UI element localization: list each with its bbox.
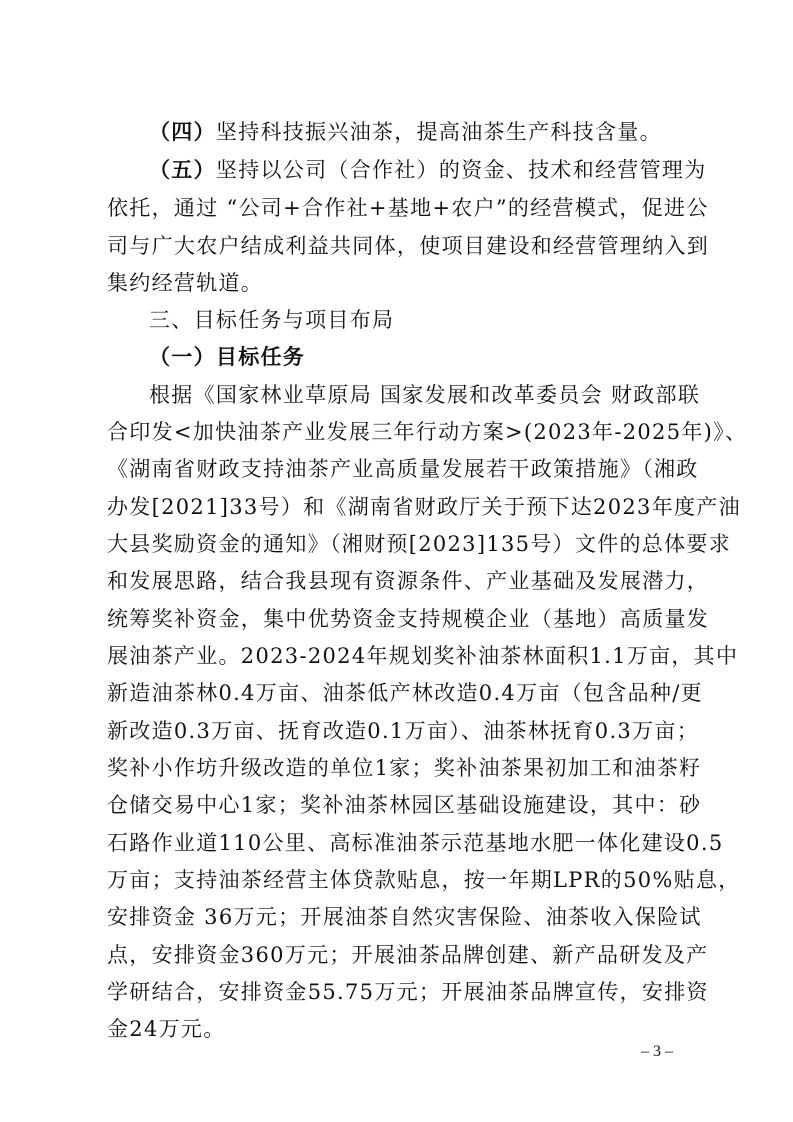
body-line-17: 学研结合，安排资金55.75万元；开展油茶品牌宣传，安排资 — [107, 980, 709, 1004]
paragraph-five-text-1: 坚持以公司（合作社）的资金、技术和经营管理为 — [215, 158, 707, 182]
item-marker-four: （四） — [149, 119, 216, 144]
page-number: – 3 – — [641, 1043, 673, 1060]
body-line-10: 新改造0.3万亩、抚育改造0.1万亩）、油茶林抚育0.3万亩； — [107, 719, 699, 743]
body-line-5: 大县奖励资金的通知》（湘财预[2023]135号）文件的总体要求 — [107, 532, 732, 556]
body-line-16: 点，安排资金360万元；开展油茶品牌创建、新产品研发及产 — [107, 943, 709, 967]
body-line-18: 金24万元。 — [107, 1017, 226, 1041]
item-marker-five: （五） — [149, 157, 216, 182]
body-line-11: 奖补小作坊升级改造的单位1家；奖补油茶果初加工和油茶籽 — [107, 756, 702, 780]
paragraph-four-text: 坚持科技振兴油茶，提高油茶生产科技含量。 — [215, 120, 662, 144]
body-line-13: 石路作业道110公里、高标准油茶示范基地水肥一体化建设0.5 — [107, 831, 724, 855]
paragraph-five-line-3: 司与广大农户结成利益共同体，使项目建设和经营管理纳入到 — [107, 234, 710, 258]
body-line-2: 合印发<加快油茶产业发展三年行动方案>(2023年-2025年)》、 — [107, 420, 748, 444]
body-line-15: 安排资金 36万元；开展油茶自然灾害保险、油茶收入保险试 — [107, 905, 702, 929]
paragraph-five-line-1 — [149, 152, 707, 188]
body-line-4: 办发[2021]33号）和《湖南省财政厅关于预下达2023年度产油 — [107, 495, 741, 519]
paragraph-five-line-4: 集约经营轨道。 — [107, 271, 264, 295]
body-line-8: 展油茶产业。2023-2024年规划奖补油茶林面积1.1万亩，其中 — [107, 644, 739, 668]
subsection-heading: （一）目标任务 — [149, 344, 306, 369]
body-line-1: 根据《国家林业草原局 国家发展和改革委员会 财政部联 — [149, 383, 701, 407]
paragraph-five-line-2: 依托，通过 “公司+合作社+基地+农户”的经营模式，促进公 — [107, 196, 709, 220]
body-line-6: 和发展思路，结合我县现有资源条件、产业基础及发展潜力， — [107, 569, 710, 593]
body-line-9: 新造油茶林0.4万亩、油茶低产林改造0.4万亩（包含品种/更 — [107, 681, 703, 705]
body-line-14: 万亩；支持油茶经营主体贷款贴息，按一年期LPR的50%贴息， — [107, 868, 741, 892]
paragraph-four-line-1 — [149, 114, 662, 150]
body-line-7: 统筹奖补资金，集中优势资金支持规模企业（基地）高质量发 — [107, 607, 710, 631]
body-line-3: 《湖南省财政支持油茶产业高质量发展若干政策措施》（湘政 — [107, 457, 699, 481]
body-line-12: 仓储交易中心1家；奖补油茶林园区基础设施建设，其中：砂 — [107, 793, 702, 817]
section-heading: 三、目标任务与项目布局 — [149, 308, 395, 332]
